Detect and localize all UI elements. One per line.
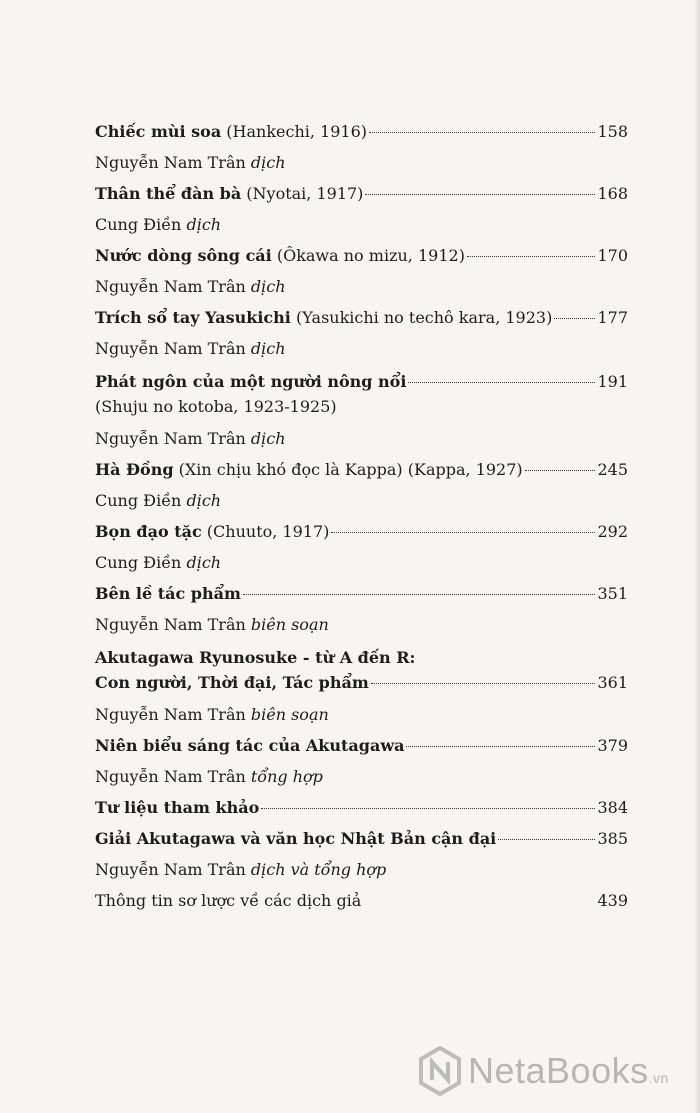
entry-title: Bọn đạo tặc (Chuuto, 1917): [95, 522, 330, 541]
leader-dots: [467, 255, 596, 257]
entry-title: Chiếc mùi soa (Hankechi, 1916): [95, 122, 368, 141]
page-number: 379: [597, 736, 628, 755]
entry-credit: Nguyễn Nam Trân dịch: [95, 339, 286, 358]
leader-dots: [408, 381, 595, 383]
entry-title-line1: Akutagawa Ryunosuke - từ A đến R:: [95, 648, 416, 667]
toc-entry[interactable]: [95, 822, 628, 853]
entry-title: Thân thể đàn bà (Nyotai, 1917): [95, 184, 364, 203]
leader-dots: [363, 900, 595, 902]
toc-entry[interactable]: [95, 577, 628, 608]
leader-dots: [243, 593, 596, 595]
leader-dots: [369, 131, 595, 133]
entry-credit: Nguyễn Nam Trân biên soạn: [95, 615, 329, 634]
leader-dots: [554, 317, 595, 319]
entry-title: Giải Akutagawa và văn học Nhật Bản cận đại: [95, 829, 497, 848]
page-number: 439: [597, 891, 628, 910]
watermark-logo: [418, 1046, 669, 1096]
entry-credit: Nguyễn Nam Trân tổng hợp: [95, 767, 323, 786]
table-of-contents: [95, 115, 628, 915]
page-number: 361: [597, 673, 628, 692]
page-number: 177: [597, 308, 628, 327]
entry-credit: Nguyễn Nam Trân biên soạn: [95, 705, 329, 724]
toc-entry[interactable]: [95, 239, 628, 270]
entry-credit: Cung Điền dịch: [95, 491, 222, 510]
entry-title: Hà Đồng (Xin chịu khó đọc là Kappa) (Kappa, 1927): [95, 460, 523, 479]
page-number: 384: [597, 798, 628, 817]
entry-credit: Nguyễn Nam Trân dịch và tổng hợp: [95, 860, 387, 879]
toc-entry[interactable]: [95, 515, 628, 546]
entry-credit: Cung Điền dịch: [95, 553, 222, 572]
entry-title: Niên biểu sáng tác của Akutagawa: [95, 736, 405, 755]
toc-entry[interactable]: [95, 115, 628, 146]
page-number: 351: [597, 584, 628, 603]
toc-entry[interactable]: [95, 729, 628, 760]
toc-entry[interactable]: [95, 301, 628, 332]
page-number: 168: [597, 184, 628, 203]
toc-entry[interactable]: [95, 884, 628, 915]
entry-title: Nước dòng sông cái (Ôkawa no mizu, 1912): [95, 246, 465, 265]
page-number: 170: [597, 246, 628, 265]
page-number: 245: [597, 460, 628, 479]
leader-dots: [261, 807, 595, 809]
leader-dots: [365, 193, 595, 195]
entry-credit: Nguyễn Nam Trân dịch: [95, 153, 286, 172]
entry-credit: Nguyễn Nam Trân dịch: [95, 429, 286, 448]
entry-title: Trích sổ tay Yasukichi (Yasukichi no techô kara, 1923): [95, 308, 553, 327]
leader-dots: [525, 469, 596, 471]
page-number: 191: [597, 372, 628, 391]
entry-subtitle: (Shuju no kotoba, 1923-1925): [95, 397, 337, 416]
page-number: 385: [597, 829, 628, 848]
entry-credit: Nguyễn Nam Trân dịch: [95, 277, 286, 296]
toc-entry[interactable]: [95, 791, 628, 822]
toc-entry[interactable]: [95, 639, 628, 695]
toc-entry[interactable]: [95, 177, 628, 208]
toc-entry[interactable]: [95, 453, 628, 484]
entry-title: Con người, Thời đại, Tác phẩm: [95, 673, 369, 692]
leader-dots: [331, 531, 595, 533]
entry-title: Thông tin sơ lược về các dịch giả: [95, 891, 362, 910]
toc-entry[interactable]: [95, 363, 628, 419]
watermark-text: NetaBooks.vn: [468, 1050, 669, 1091]
leader-dots: [498, 838, 595, 840]
page-edge: [694, 0, 700, 1113]
leader-dots: [406, 745, 595, 747]
entry-credit: Cung Điền dịch: [95, 215, 222, 234]
page-number: 292: [597, 522, 628, 541]
entry-title: Phát ngôn của một người nông nổi: [95, 372, 407, 391]
entry-title: Tư liệu tham khảo: [95, 798, 260, 817]
netabooks-logo-icon: [418, 1046, 462, 1096]
leader-dots: [371, 682, 596, 684]
entry-title: Bên lề tác phẩm: [95, 584, 241, 603]
page-number: 158: [597, 122, 628, 141]
